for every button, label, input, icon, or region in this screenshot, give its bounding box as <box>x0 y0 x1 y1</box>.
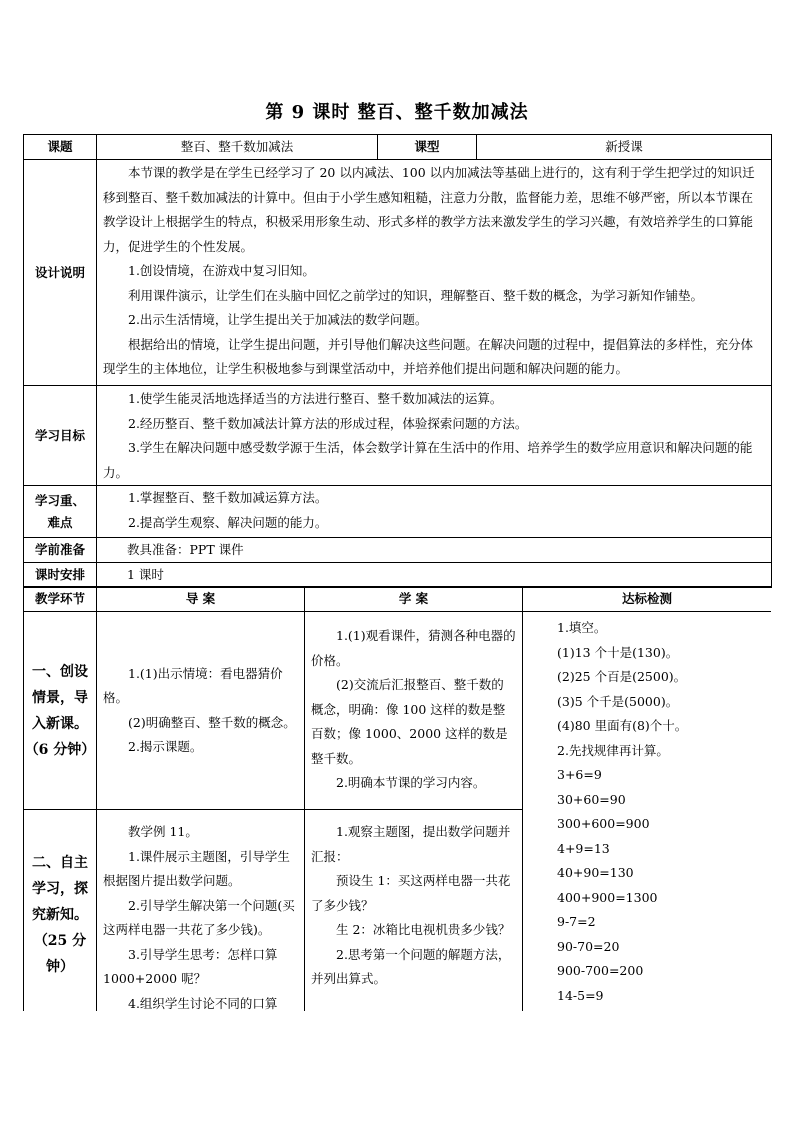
col-study-header: 学 案 <box>305 587 523 612</box>
stage1-study-item: 2.明确本节课的学习内容。 <box>336 775 486 790</box>
stage2-label <box>24 810 97 1012</box>
stage1-label <box>24 612 97 810</box>
check-item: 14-5=9 <box>557 987 604 1003</box>
design-paragraph: 本节课的教学是在学生已经学习了 20 以内减法、100 以内加减法等基础上进行的，这有利于学生把学过的知识迁移到整百、整千数加减法的计算中。但由于小学生感知粗糙，注意力分散，监督能力差，思维不够严密，所以本节课在教学设计上根据学生的特点，积极采用形象生动、形式多样的教学方法来激发学生的学习兴趣，有效培养学生的口算能力，促进学生的个性发展。 <box>103 165 755 254</box>
stage1-guide-item: (2)明确整百、整千数的概念。 <box>128 714 296 730</box>
design-label: 设计说明 <box>24 160 97 386</box>
check-item: 400+900=1300 <box>557 889 658 905</box>
check-item: 3+6=9 <box>557 767 602 782</box>
design-paragraph: 利用课件演示，让学生们在头脑中回忆之前学过的知识，理解整百、整千数的概念，为学习新知作铺垫。 <box>128 287 704 303</box>
process-table-wrapper <box>23 586 771 1011</box>
stage2-guide <box>97 810 305 1012</box>
check-item: (1)13 个十是(130)。 <box>557 644 679 660</box>
key-point-item: 1.掌握整百、整千数加减运算方法。 <box>128 490 328 505</box>
stage2-label-line: 学习，探 <box>32 880 88 897</box>
check-item: 900-700=200 <box>557 963 644 978</box>
schedule-label: 课时安排 <box>24 563 97 588</box>
stage2-study-item: 预设生 1：买这两样电器一共花了多少钱？ <box>311 873 511 913</box>
check-item: 30+60=90 <box>557 791 626 807</box>
goal-item: 3.学生在解决问题中感受数学源于生活，体会数学计算在生活中的作用、培养学生的数学应用意识和解决问题的能力。 <box>103 440 753 480</box>
prep-label: 学前准备 <box>24 538 97 563</box>
page-title: 第 9 课时 整百、整千数加减法 <box>265 102 529 123</box>
type-label: 课型 <box>378 135 477 160</box>
stage2-guide-item: 2.引导学生解决第一个问题(买这两样电器一共花了多少钱)。 <box>103 897 295 937</box>
stage1-label-line: （6 分钟） <box>24 741 96 758</box>
key-points-content <box>97 486 772 538</box>
schedule-value: 1 课时 <box>97 563 772 588</box>
stage1-guide <box>97 612 305 810</box>
stage1-label-line: 一、创设 <box>32 663 88 680</box>
stage2-study-item: 生 2：冰箱比电视机贵多少钱？ <box>336 922 511 937</box>
topic-value: 整百、整千数加减法 <box>97 135 378 160</box>
key-points-label <box>24 486 97 538</box>
stage2-label-line: 二、自主 <box>32 854 88 871</box>
stage2-label-line: 究新知。 <box>32 906 88 923</box>
stage1-label-line: 情景，导 <box>32 689 88 706</box>
lesson-info-table <box>23 134 772 588</box>
stage1-guide-item: 2.揭示课题。 <box>128 739 203 754</box>
design-paragraph: 根据给出的情境，让学生提出问题，并引导他们解决这些问题。在解决问题的过程中，提倡算法的多样性，充分体现学生的主体地位，让学生积极地参与到课堂活动中，并培养他们提出问题和解决问题的能力。 <box>103 336 754 376</box>
key-point-item: 2.提高学生观察、解决问题的能力。 <box>128 514 328 530</box>
check-item: (4)80 里面有(8)个十。 <box>557 718 688 733</box>
key-points-label-line1: 学习重、 <box>34 492 85 508</box>
type-value: 新授课 <box>477 135 772 160</box>
stage2-guide-item: 3.引导学生思考：怎样口算 1000+2000 呢？ <box>103 946 278 986</box>
stage1-study-item: 1.(1)观看课件，猜测各种电器的价格。 <box>311 628 516 668</box>
stage1-label-line: 入新课。 <box>32 715 88 732</box>
check-item: 90-70=20 <box>557 938 620 954</box>
stage2-study-item: 1.观察主题图，提出数学问题并汇报： <box>311 824 511 864</box>
check-item: 40+90=130 <box>557 865 634 880</box>
col-stage-header: 教学环节 <box>24 587 97 612</box>
process-table <box>23 586 771 1011</box>
stage2-guide-item: 1.课件展示主题图，引导学生根据图片提出数学问题。 <box>103 848 290 888</box>
stage1-guide-item: 1.(1)出示情境：看电器猜价格。 <box>103 665 283 705</box>
key-points-label-line2: 难点 <box>47 514 73 530</box>
stage2-guide-item: 4.组织学生讨论不同的口算 <box>128 995 278 1011</box>
check-content <box>523 612 772 1012</box>
design-content <box>97 160 772 386</box>
design-paragraph: 2.出示生活情境，让学生提出关于加减法的数学问题。 <box>128 312 428 327</box>
col-check-header: 达标检测 <box>523 587 772 612</box>
goals-content <box>97 386 772 486</box>
check-item: 4+9=13 <box>557 840 610 856</box>
check-item: (3)5 个千是(5000)。 <box>557 693 679 709</box>
goal-item: 2.经历整百、整千数加减法计算方法的形成过程，体验探索问题的方法。 <box>128 415 528 431</box>
stage2-guide-item: 教学例 11。 <box>128 824 198 839</box>
stage2-label-line: （25 分钟） <box>33 932 87 975</box>
stage2-study-item: 2.思考第一个问题的解题方法，并列出算式。 <box>311 946 511 986</box>
check-item: 300+600=900 <box>557 816 650 831</box>
check-item: 9-7=2 <box>557 914 596 929</box>
design-paragraph: 1.创设情境，在游戏中复习旧知。 <box>128 263 315 278</box>
check-item: 2.先找规律再计算。 <box>557 742 669 758</box>
stage1-study <box>305 612 523 810</box>
goals-label: 学习目标 <box>24 386 97 486</box>
topic-label: 课题 <box>24 135 97 160</box>
goal-item: 1.使学生能灵活地选择适当的方法进行整百、整千数加减法的运算。 <box>128 391 503 406</box>
stage2-study <box>305 810 523 1012</box>
prep-value: 教具准备：PPT 课件 <box>97 538 772 563</box>
check-item: (2)25 个百是(2500)。 <box>557 669 687 684</box>
check-item: 1.填空。 <box>557 620 607 635</box>
col-guide-header: 导 案 <box>97 587 305 612</box>
stage1-study-item: (2)交流后汇报整百、整千数的概念，明确：像 100 这样的数是整百数；像 1000、2000 这样的数是整千数。 <box>311 677 508 766</box>
